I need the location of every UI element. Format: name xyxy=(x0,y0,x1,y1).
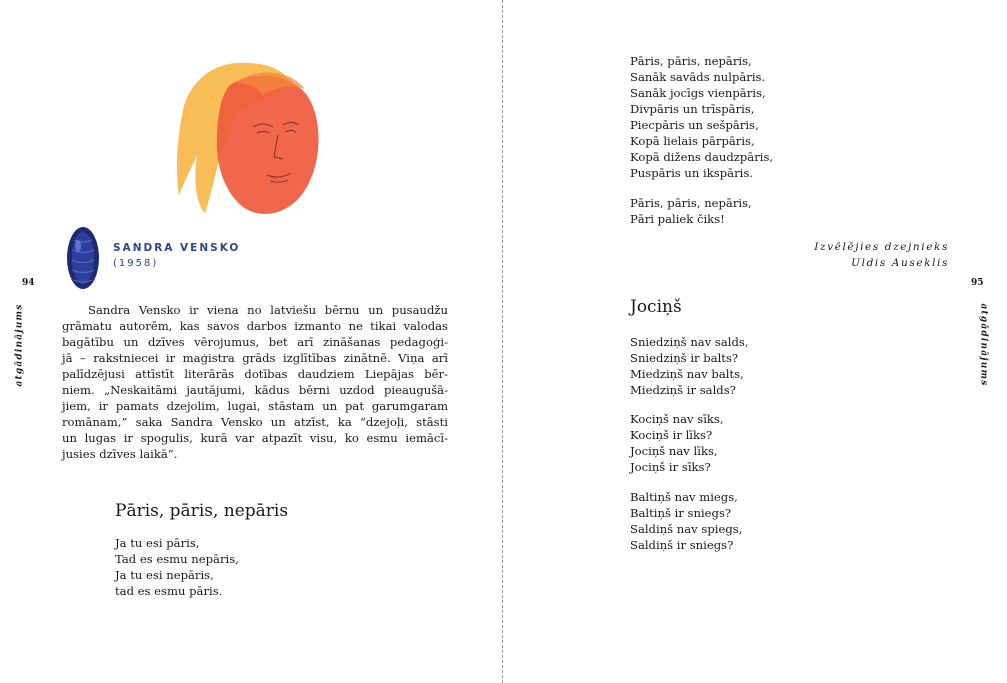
poem-credit-label: Izvēlējies dzejnieks xyxy=(814,241,949,253)
portrait-illustration xyxy=(175,55,325,220)
poem-line: Baltiņš ir sniegs? xyxy=(630,506,732,520)
page-number-left: 94 xyxy=(22,278,35,288)
poem-line: Puspāris un ikspāris. xyxy=(630,166,753,180)
blue-bead-icon xyxy=(66,226,100,290)
poem-stanza xyxy=(630,53,773,181)
poem-stanza xyxy=(115,535,239,599)
author-years: (1958) xyxy=(113,258,159,269)
poem-stanza xyxy=(630,334,749,398)
side-label-right: atgādinājums xyxy=(978,303,989,387)
poem-credit-author: Uldis Auseklis xyxy=(851,257,949,269)
poem-line: Baltiņš nav miegs, xyxy=(630,490,738,504)
poem-line: Sanāk savāds nulpāris. xyxy=(630,70,766,84)
poem-line: Jociņš nav līks, xyxy=(630,444,718,458)
poem-line: Miedziņš nav balts, xyxy=(630,367,744,381)
page-number-right: 95 xyxy=(971,278,984,288)
poem-line: Kopā lielais pārpāris, xyxy=(630,134,755,148)
bio-line: un lugas ir spogulis, kurā var atpazīt visu, ko esmu iemācī- xyxy=(62,431,448,445)
side-label-left: atgādinājums xyxy=(14,303,25,387)
poem-line: Jociņš ir sīks? xyxy=(630,460,711,474)
poem-line: Tad es esmu nepāris, xyxy=(115,552,239,566)
poem-line: Pāris, pāris, nepāris, xyxy=(630,54,752,68)
bio-line: Sandra Vensko ir viena no latviešu bērnu un pusaudžu xyxy=(88,303,448,317)
poem-line: Pāris, pāris, nepāris, xyxy=(630,196,752,210)
poem-line: Sniedziņš nav salds, xyxy=(630,335,749,349)
right-page xyxy=(504,0,1007,683)
poem-line: tad es esmu pāris. xyxy=(115,584,223,598)
bio-line: jusies dzīves laikā”. xyxy=(62,447,178,461)
poem-stanza xyxy=(630,411,724,475)
poem-line: Kopā dižens daudzpāris, xyxy=(630,150,774,164)
poem-line: Miedziņš ir salds? xyxy=(630,383,736,397)
poem-line: Ja tu esi nepāris, xyxy=(115,568,214,582)
bio-line: grāmatu autorēm, kas savos darbos izmanto ne tikai valodas xyxy=(62,319,448,333)
poem-title-jocins: Jociņš xyxy=(630,297,682,317)
poem-line: Sniedziņš ir balts? xyxy=(630,351,739,365)
poem-line: Saldiņš nav spiegs, xyxy=(630,522,743,536)
poem-line: Divpāris un trīspāris, xyxy=(630,102,755,116)
poem-line: Ja tu esi pāris, xyxy=(115,536,200,550)
poem-stanza xyxy=(630,489,742,553)
poem-line: Saldiņš ir sniegs? xyxy=(630,538,734,552)
poem-stanza xyxy=(630,195,752,227)
bio-line: jā – rakstniecei ir maģistra grāds izglītības zinātnē. Viņa arī xyxy=(62,351,448,365)
poem-line: Piecpāris un sešpāris, xyxy=(630,118,759,132)
bio-line: niem. „Neskaitāmi jautājumi, kādus bērni uzdod pieaugušā- xyxy=(62,383,448,397)
poem-line: Sanāk jocīgs vienpāris, xyxy=(630,86,766,100)
poem-title-paris: Pāris, pāris, nepāris xyxy=(115,501,289,521)
page-gutter xyxy=(502,0,503,683)
poem-line: Pāri paliek čiks! xyxy=(630,212,725,226)
left-page xyxy=(0,0,503,683)
bio-line: jiem, ir pamats dzejolim, lugai, stāstam un pat garumgaram xyxy=(62,399,448,413)
author-name: SANDRA VENSKO xyxy=(113,242,241,254)
poem-line: Kociņš nav sīks, xyxy=(630,412,724,426)
bio-line: romānam,” saka Sandra Vensko un atzīst, ka “dzejoļi, stāsti xyxy=(62,415,448,429)
author-bio xyxy=(62,302,448,462)
poem-line: Kociņš ir līks? xyxy=(630,428,713,442)
bio-line: bagātību un dzīves vērojumus, bet arī zināšanas pedagoģi- xyxy=(62,335,448,349)
bio-line: palīdzējusi attīstīt literārās dotības daudziem Liepājas bēr- xyxy=(62,367,448,381)
